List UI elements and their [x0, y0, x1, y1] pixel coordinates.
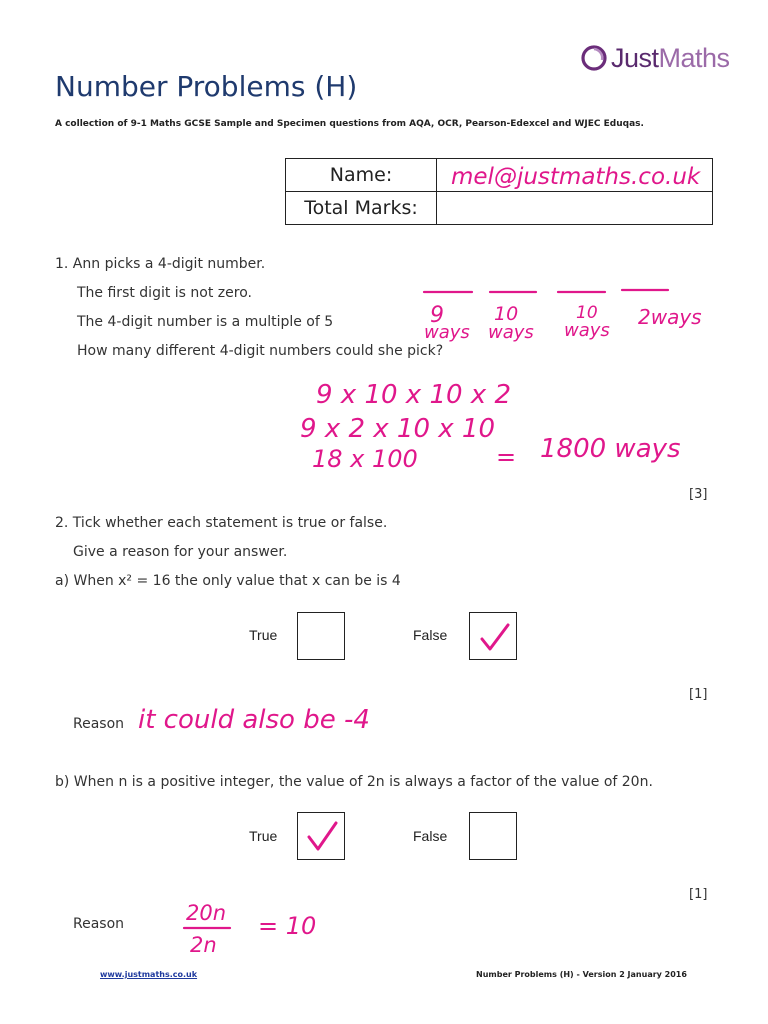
q2-line2: Give a reason for your answer.: [73, 544, 288, 560]
q1-line4: How many different 4-digit numbers could she pick?: [77, 343, 444, 359]
q1-marks: [3]: [689, 487, 708, 502]
q1-line3: The 4-digit number is a multiple of 5: [77, 314, 334, 330]
logo-swirl-icon: [580, 44, 608, 72]
calc3: 18 x 100: [312, 445, 418, 473]
name-value-cell[interactable]: [437, 159, 713, 192]
q2a-reason-handwriting: [136, 698, 456, 738]
q2b-false-label: False: [413, 828, 448, 844]
slot2-word: ways: [488, 322, 534, 343]
q2-line1: 2. Tick whether each statement is true or false.: [55, 515, 388, 531]
q2a-reason-label: Reason: [73, 716, 125, 732]
q2b-true-checkbox[interactable]: [297, 812, 345, 860]
slot3-num: 10: [576, 303, 598, 323]
name-label: Name:: [286, 159, 437, 192]
slot3-word: ways: [564, 320, 610, 341]
q1-line2: The first digit is not zero.: [77, 285, 252, 301]
calc-equals: =: [496, 443, 517, 471]
footer-version: Number Problems (H) - Version 2 January 2016: [476, 970, 687, 979]
tick-icon: [470, 613, 516, 659]
q2a-reason-text: it could also be -4: [138, 705, 370, 735]
tick-icon: [298, 813, 344, 859]
calc-answer: 1800 ways: [540, 434, 681, 464]
q2a-true-label: True: [249, 627, 278, 643]
q2b-reason-eq: = 10: [258, 912, 317, 940]
q2b-reason-label: Reason: [73, 916, 125, 932]
calc2: 9 x 2 x 10 x 10: [300, 414, 495, 444]
q2a-false-checkbox[interactable]: [469, 612, 517, 660]
slot1-word: ways: [424, 322, 470, 343]
page-subtitle: A collection of 9-1 Maths GCSE Sample and Specimen questions from AQA, OCR, Pearson-Edexcel and WJEC Eduqas.: [55, 119, 644, 129]
name-value: mel@justmaths.co.uk: [451, 164, 701, 190]
slot4-text: 2ways: [638, 305, 702, 329]
calc1: 9 x 10 x 10 x 2: [316, 380, 511, 410]
slot1-num: 9: [430, 303, 444, 328]
info-table: [285, 158, 713, 225]
q1-calculation: [300, 375, 720, 475]
q2a-marks: [1]: [689, 687, 708, 702]
q2b-marks: [1]: [689, 887, 708, 902]
q2b-reason-num: 20n: [186, 901, 227, 925]
slot2-num: 10: [494, 303, 519, 325]
website-link[interactable]: www.justmaths.co.uk: [100, 970, 198, 979]
q2b-false-checkbox[interactable]: [469, 812, 517, 860]
q2a-true-checkbox[interactable]: [297, 612, 345, 660]
q2b-reason-den: 2n: [190, 933, 217, 957]
q2a-false-label: False: [413, 627, 448, 643]
page-title: Number Problems (H): [55, 70, 358, 103]
q1-line1: 1. Ann picks a 4-digit number.: [55, 256, 266, 272]
total-marks-value[interactable]: [437, 192, 713, 225]
logo-text: JustMaths: [611, 42, 730, 73]
name-handwriting: [437, 159, 713, 191]
q2b-reason-handwriting: [180, 896, 340, 960]
q2b-statement: b) When n is a positive integer, the value of 2n is always a factor of the value of 20n.: [55, 774, 653, 790]
q2a-statement: a) When x² = 16 the only value that x can be is 4: [55, 573, 401, 589]
footer-website[interactable]: [100, 970, 197, 979]
total-marks-label: Total Marks:: [286, 192, 437, 225]
justmaths-logo: [580, 42, 730, 74]
q2b-true-label: True: [249, 828, 278, 844]
